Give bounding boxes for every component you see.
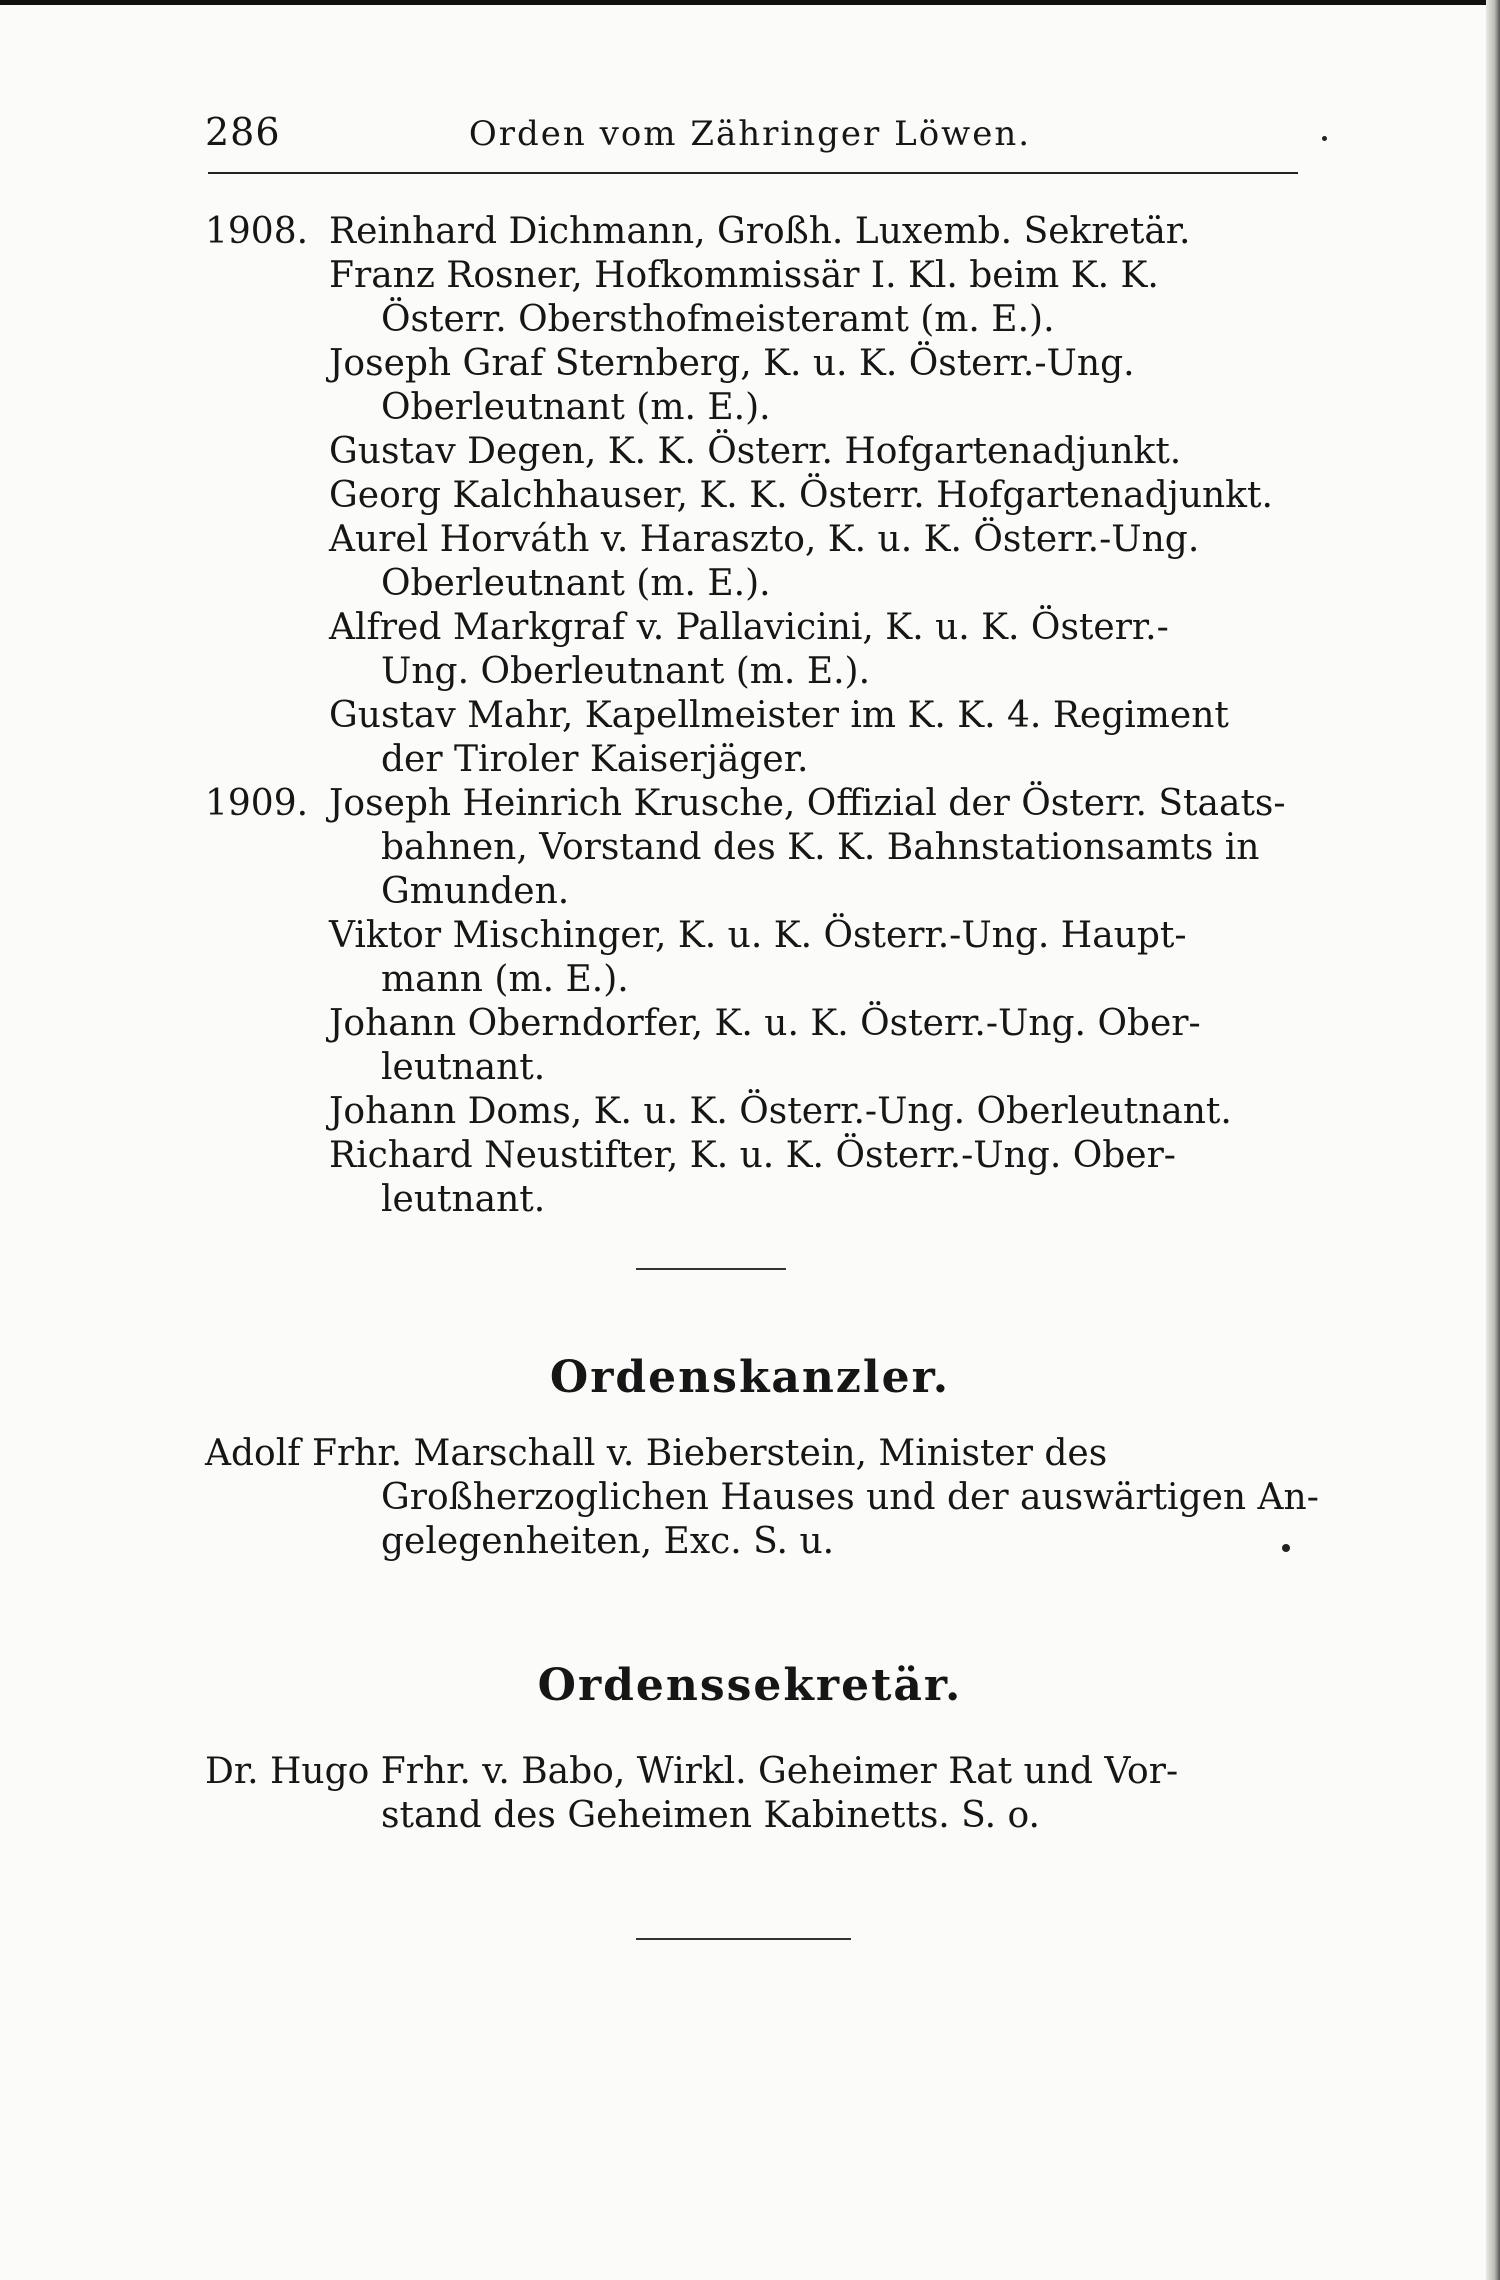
entry-line: Gustav Degen, K. K. Österr. Hofgartenadjunkt.: [329, 431, 1182, 472]
entry-line: Alfred Markgraf v. Pallavicini, K. u. K. Österr.-: [329, 607, 1169, 648]
section-heading-chancellor: Ordenskanzler.: [549, 1352, 951, 1403]
paragraph-line: Adolf Frhr. Marschall v. Bieberstein, Minister des: [205, 1433, 1108, 1474]
entry-line: Ung. Oberleutnant (m. E.).: [381, 651, 871, 692]
entry-line: Johann Doms, K. u. K. Österr.-Ung. Oberleutnant.: [329, 1091, 1232, 1132]
entry-line: Österr. Obersthofmeisteramt (m. E.).: [381, 299, 1055, 340]
entry-line: der Tiroler Kaiserjäger.: [381, 739, 809, 780]
header-rule: [208, 172, 1298, 174]
list-entry: [205, 430, 1295, 474]
list-entry: [205, 606, 1295, 694]
scan-edge-top: [0, 0, 1500, 5]
entry-line: leutnant.: [381, 1047, 546, 1088]
entry-line: Viktor Mischinger, K. u. K. Österr.-Ung. Haupt-: [329, 915, 1187, 956]
entry-line: Oberleutnant (m. E.).: [381, 563, 771, 604]
entry-line: Reinhard Dichmann, Großh. Luxemb. Sekretär.: [329, 211, 1191, 252]
list-entry: [205, 254, 1295, 342]
chancellor-paragraph: [205, 1432, 1319, 1564]
entry-line: Joseph Graf Sternberg, K. u. K. Österr.-Ung.: [329, 343, 1135, 384]
list-entry: [205, 210, 1295, 254]
entry-line: Gmunden.: [381, 871, 570, 912]
ink-speck: [1322, 136, 1327, 141]
page-header: [205, 110, 1295, 160]
paragraph-line: Dr. Hugo Frhr. v. Babo, Wirkl. Geheimer Rat und Vor-: [205, 1751, 1179, 1792]
running-title: Orden vom Zähringer Löwen.: [468, 114, 1032, 154]
paragraph-line: stand des Geheimen Kabinetts. S. o.: [381, 1795, 1040, 1836]
list-entry: [205, 1002, 1295, 1090]
entry-line: bahnen, Vorstand des K. K. Bahnstationsamts in: [381, 827, 1260, 868]
list-entry: [205, 474, 1295, 518]
entry-line: Aurel Horváth v. Haraszto, K. u. K. Österr.-Ung.: [329, 519, 1200, 560]
year-label: 1908.: [205, 211, 309, 252]
entry-line: Oberleutnant (m. E.).: [381, 387, 771, 428]
entry-line: Johann Oberndorfer, K. u. K. Österr.-Ung. Ober-: [329, 1003, 1201, 1044]
entry-line: leutnant.: [381, 1179, 546, 1220]
year-label: 1909.: [205, 783, 309, 824]
entry-line: Georg Kalchhauser, K. K. Österr. Hofgartenadjunkt.: [329, 475, 1273, 516]
entry-line: Gustav Mahr, Kapellmeister im K. K. 4. Regiment: [329, 695, 1229, 736]
list-entry: [205, 1090, 1295, 1134]
list-entry: [205, 694, 1295, 782]
paragraph-line: Großherzoglichen Hauses und der auswärtigen An-: [381, 1477, 1319, 1518]
separator-rule: [636, 1268, 786, 1270]
list-entry: [205, 914, 1295, 1002]
entry-line: Joseph Heinrich Krusche, Offizial der Österr. Staats-: [329, 783, 1286, 824]
recipient-list: [205, 210, 1295, 1222]
list-entry: [205, 1134, 1295, 1222]
list-entry: [205, 782, 1295, 914]
scan-edge-right: [1486, 0, 1500, 2280]
entry-line: mann (m. E.).: [381, 959, 629, 1000]
ink-speck: [1282, 1544, 1290, 1552]
separator-rule: [636, 1938, 851, 1940]
entry-line: Richard Neustifter, K. u. K. Österr.-Ung. Ober-: [329, 1135, 1176, 1176]
section-heading-secretary: Ordenssekretär.: [537, 1660, 963, 1711]
page-number: 286: [205, 110, 281, 154]
secretary-paragraph: [205, 1750, 1295, 1838]
entry-line: Franz Rosner, Hofkommissär I. Kl. beim K. K.: [329, 255, 1159, 296]
list-entry: [205, 518, 1295, 606]
paragraph-line: gelegenheiten, Exc. S. u.: [381, 1521, 835, 1562]
list-entry: [205, 342, 1295, 430]
